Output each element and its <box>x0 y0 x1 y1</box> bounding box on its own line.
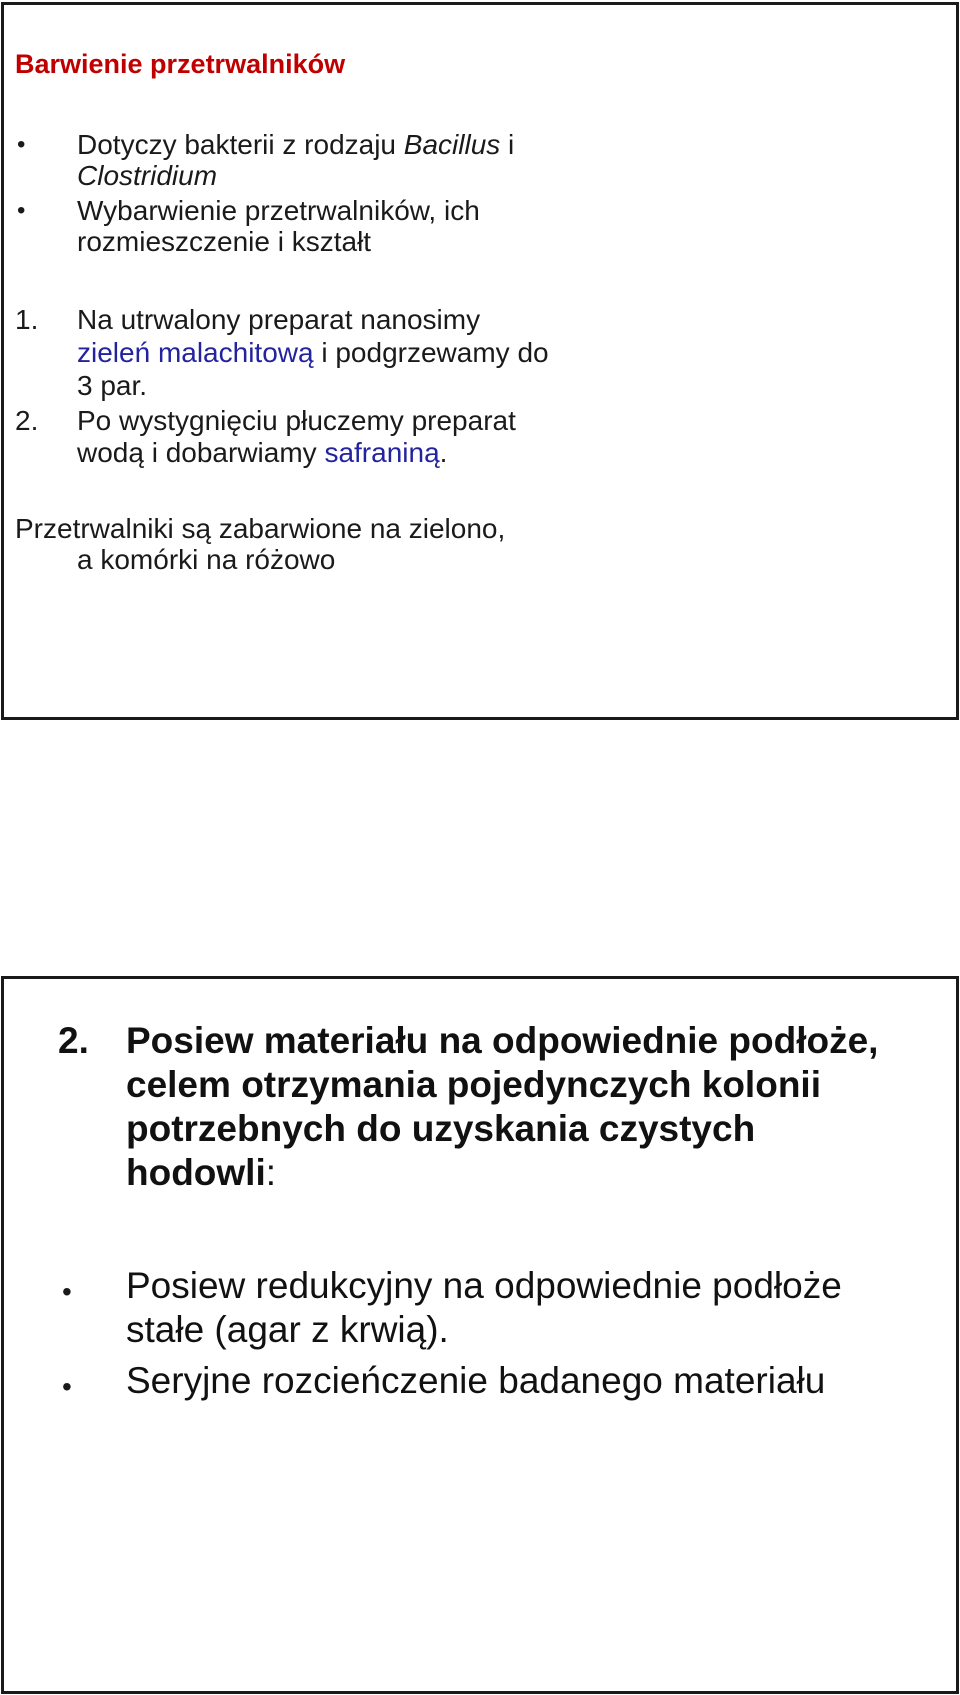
slide-2-bullet-2-line-1: Seryjne rozcieńczenie badanego materiału <box>126 1360 826 1401</box>
bullet-icon: • <box>17 197 26 224</box>
step-1-line-1: Na utrwalony preparat nanosimy <box>77 304 481 335</box>
slide-2-heading-line-1: Posiew materiału na odpowiednie podłoże, <box>126 1020 879 1061</box>
bullet-2-line-1: Wybarwienie przetrwalników, ich <box>77 195 480 226</box>
slide-2 <box>1 976 959 1694</box>
step-1-number: 1. <box>15 304 39 335</box>
bullet-icon: • <box>62 1371 72 1402</box>
slide-2-bullet-1-line-1: Posiew redukcyjny na odpowiednie podłoże <box>126 1265 842 1306</box>
bullet-icon: • <box>17 131 26 158</box>
bullet-2-line-2: rozmieszczenie i kształt <box>77 226 372 257</box>
bullet-1-line-2: Clostridium <box>77 160 218 191</box>
slide-2-bullet-1-line-2: stałe (agar z krwią). <box>126 1309 449 1350</box>
slide-1 <box>1 2 959 720</box>
step-1-line-2: zieleń malachitową i podgrzewamy do <box>77 337 549 368</box>
slide-2-heading-line-3: potrzebnych do uzyskania czystych <box>126 1108 756 1149</box>
bullet-icon: • <box>62 1276 72 1307</box>
slide-1-title: Barwienie przetrwalników <box>15 49 346 79</box>
conclusion-line-1: Przetrwalniki są zabarwione na zielono, <box>15 513 506 544</box>
step-2-line-1: Po wystygnięciu płuczemy preparat <box>77 405 516 436</box>
slide-2-heading-number: 2. <box>58 1020 89 1061</box>
slide-2-heading-line-2: celem otrzymania pojedynczych kolonii <box>126 1064 821 1105</box>
step-2-line-2: wodą i dobarwiamy safraniną. <box>77 437 448 468</box>
step-2-number: 2. <box>15 405 39 436</box>
bullet-1-line-1: Dotyczy bakterii z rodzaju Bacillus i <box>77 129 515 160</box>
conclusion-line-2: a komórki na różowo <box>77 544 336 575</box>
step-1-line-3: 3 par. <box>77 370 148 401</box>
slide-2-heading-line-4: hodowli: <box>126 1152 277 1193</box>
